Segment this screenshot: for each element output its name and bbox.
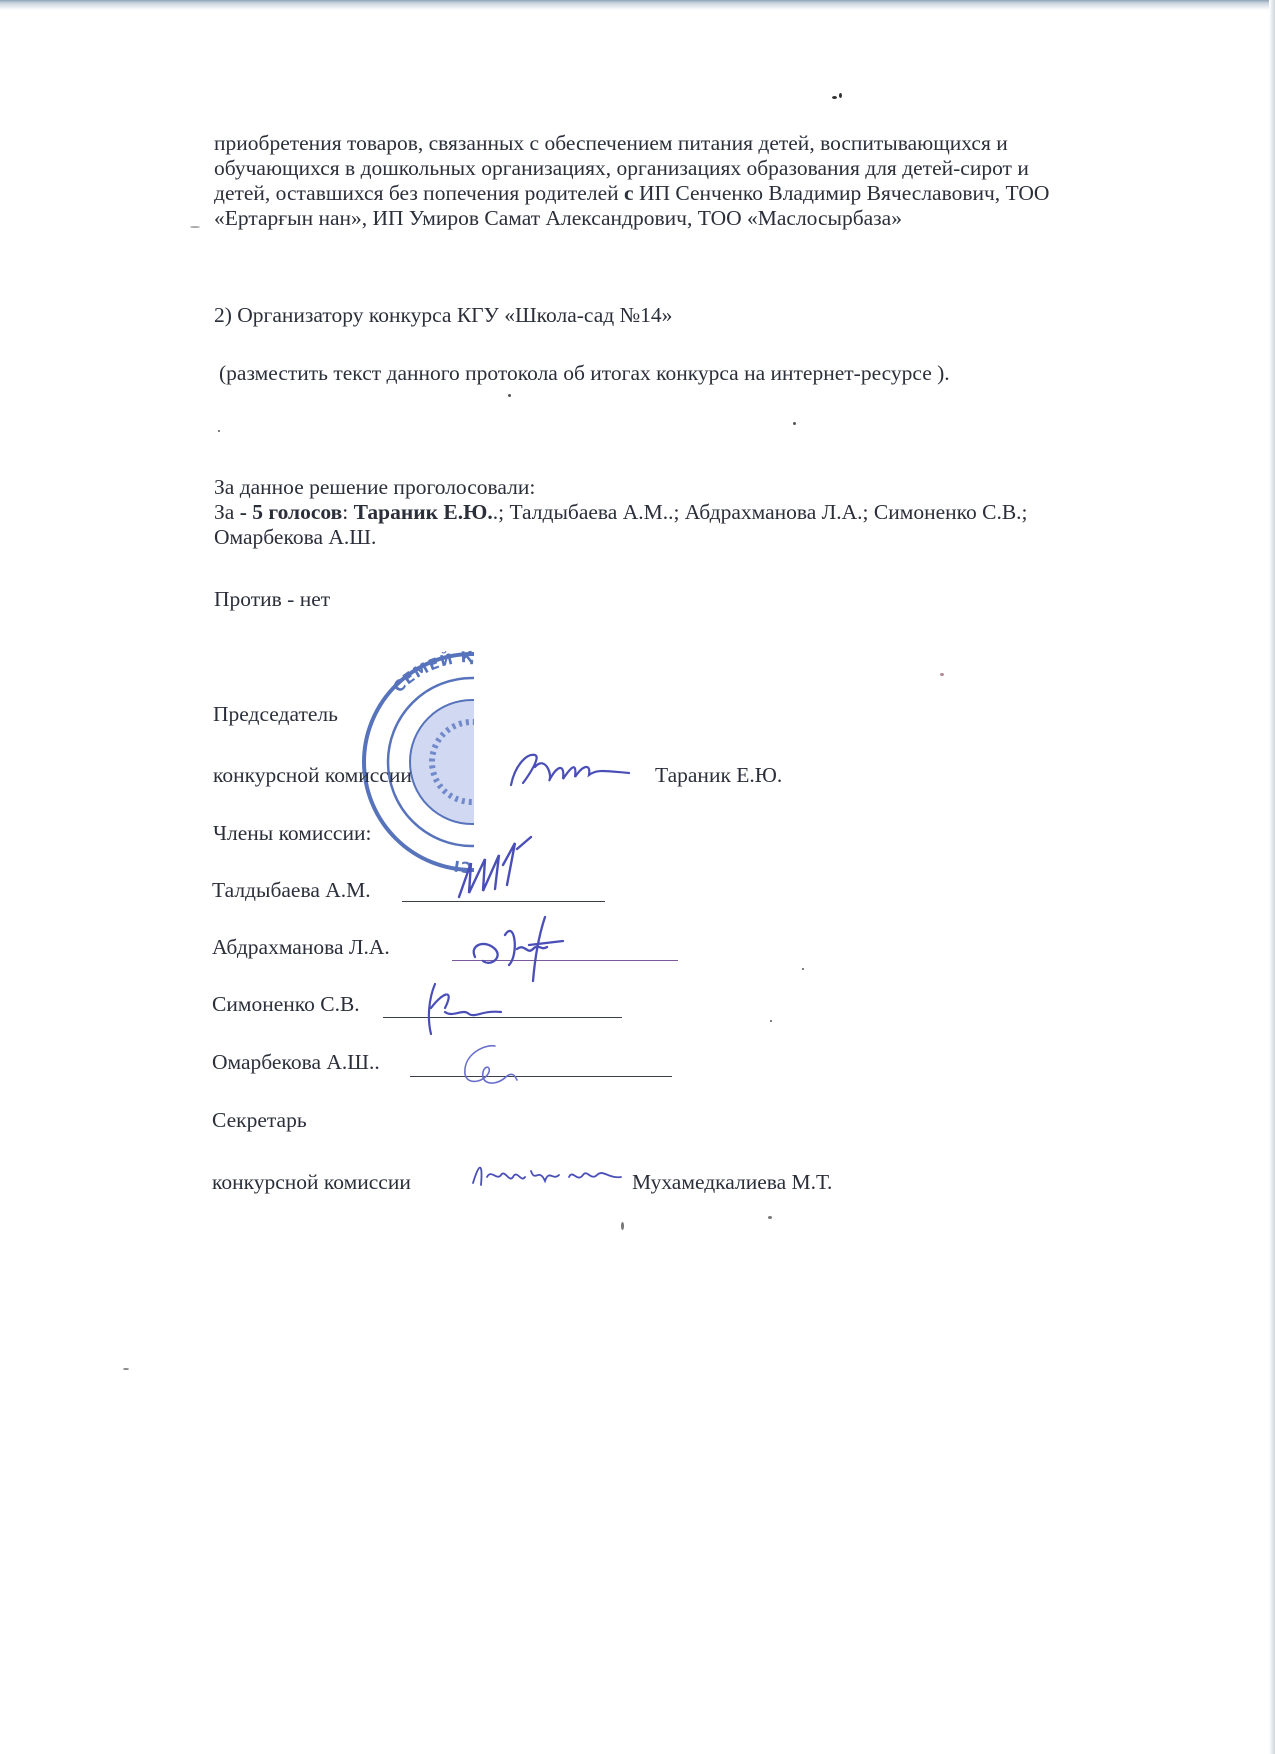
- secretary-signature: [465, 1155, 625, 1195]
- vote-against: Против - нет: [214, 587, 331, 611]
- organizer-line: 2) Организатору конкурса КГУ «Школа-сад №14»: [214, 303, 673, 327]
- intro-line-2: обучающихся в дошкольных организациях, организациях образования для детей-сирот и: [214, 156, 1029, 180]
- vote-heading: За данное решение проголосовали:: [214, 475, 536, 499]
- intro-line-3: детей, оставшихся без попечения родителей с ИП Сенченко Владимир Вячеславович, ТОО: [214, 181, 1050, 205]
- member-1-name: Талдыбаева А.М.: [212, 878, 371, 902]
- stamp-text: СЕМЕЙ ҚАЛАСЫ МЕКТЕП-БАҚША МЕКЕМЕСІ: [389, 648, 587, 876]
- member-1-signature: [445, 835, 545, 905]
- instruction-line: (разместить текст данного протокола об итогах конкурса на интернет-ресурсе ).: [219, 361, 950, 385]
- scan-speck: [621, 1222, 624, 1230]
- scan-speck: [832, 96, 837, 99]
- scan-speck: [508, 394, 511, 397]
- vote-for-line: За - 5 голосов: Тараник Е.Ю..; Талдыбаева А.М..; Абдрахманова Л.А.; Симоненко С.В.;: [214, 500, 1028, 524]
- chair-title-1: Председатель: [213, 702, 338, 726]
- scan-speck: [770, 1020, 772, 1022]
- member-3-name: Симоненко С.В.: [212, 992, 360, 1016]
- intro-line-1: приобретения товаров, связанных с обеспечением питания детей, воспитывающихся и: [214, 131, 1008, 155]
- member-4-name: Омарбекова А.Ш..: [212, 1050, 380, 1074]
- scan-edge: [0, 0, 1275, 14]
- member-4-signature: [455, 1040, 525, 1090]
- scan-speck: [123, 1368, 129, 1370]
- member-2-signature: [465, 905, 575, 985]
- chair-name: Тараник Е.Ю.: [655, 763, 783, 787]
- member-3-signature: [415, 978, 505, 1038]
- member-2-name: Абдрахманова Л.А.: [212, 935, 390, 959]
- scan-speck: [940, 673, 944, 676]
- scan-speck: [190, 226, 200, 228]
- scan-edge-right: [1269, 0, 1275, 1754]
- chair-signature: [505, 745, 635, 795]
- vote-for-line-2: Омарбекова А.Ш.: [214, 525, 377, 549]
- scan-speck: [218, 430, 220, 432]
- scan-speck: [768, 1216, 772, 1219]
- secretary-name: Мухамедкалиева М.Т.: [632, 1170, 833, 1194]
- secretary-title-2: конкурсной комиссии: [212, 1170, 411, 1194]
- vote-block: [214, 475, 1204, 550]
- scan-speck: [839, 93, 842, 98]
- members-title: Члены комиссии:: [213, 821, 372, 845]
- intro-line-4: «Ертарғын нан», ИП Умиров Самат Александрович, ТОО «Маслосырбаза»: [214, 206, 902, 230]
- secretary-title-1: Секретарь: [212, 1108, 307, 1132]
- intro-paragraph: [214, 131, 1204, 231]
- chair-title-2: конкурсной комиссии: [213, 763, 412, 787]
- scan-speck: [793, 422, 796, 425]
- scan-speck: [802, 968, 804, 970]
- member-4-signature-line: [410, 1076, 672, 1077]
